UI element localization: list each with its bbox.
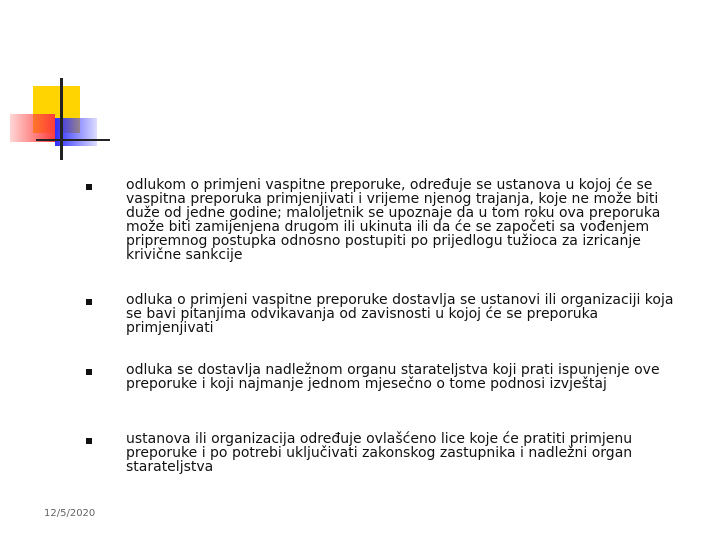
bullet-text: odlukom o primjeni vaspitne preporuke, određuje se ustanova u kojoj će se vaspitna preporuka primjenjivati i vrijeme njenog trajanja, koje ne može biti duže od jedne godine; maloljetnik se upoznaje da u tom roku ova preporuka može biti zamijenjena drugom ili ukinuta ili da će se započeti sa vođenjem pripremnog postupka odnosno postupiti po prijedlogu tužioca za izricanje krivične sankcije [126,177,661,263]
bullet-square-icon [86,184,92,190]
bullet-square-icon [86,438,92,444]
footer-date: 12/5/2020 [44,508,96,519]
bullet-text: odluka o primjeni vaspitne preporuke dostavlja se ustanovi ili organizaciji koja se bavi pitanjima odvikavanja od zavisnosti u kojoj će se preporuka primjenjivati [126,292,674,336]
bullet-text: ustanova ili organizacija određuje ovlašćeno lice koje će pratiti primjenu preporuke i po potrebi uključivati zakonskog zastupnika i nadležni organ starateljstva [126,431,633,475]
logo-red-square [10,114,55,142]
logo-vertical-line [60,78,63,160]
bullet-square-icon [86,299,92,305]
logo-horizontal-line [36,139,110,141]
bullet-square-icon [86,369,92,375]
decorative-logo [0,0,110,170]
bullet-text: odluka se dostavlja nadležnom organu starateljstva koji prati ispunjenje ove preporuke i koji najmanje jednom mjesečno o tome podnosi izvještaj [126,362,660,392]
